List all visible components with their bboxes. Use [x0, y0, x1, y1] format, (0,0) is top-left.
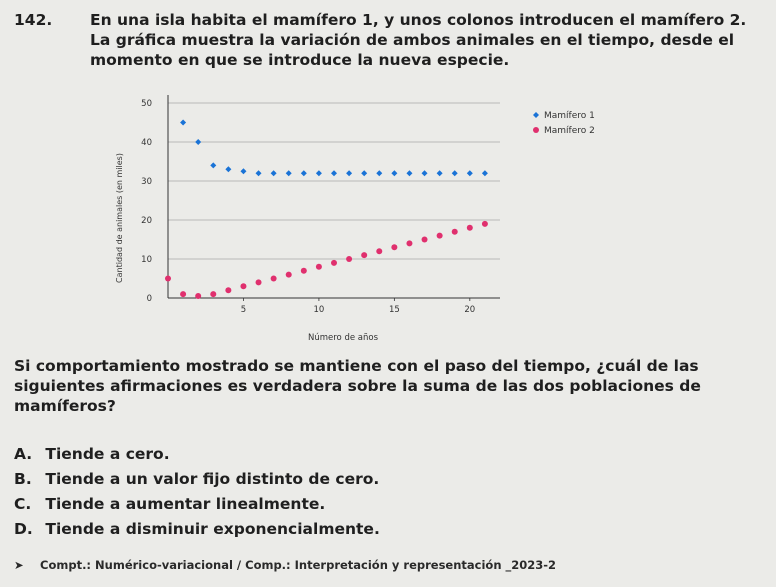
chart-svg — [100, 85, 660, 350]
data-point — [391, 170, 397, 176]
legend-label: Mamífero 1 — [544, 111, 595, 121]
data-point — [376, 170, 382, 176]
chart-legend — [533, 111, 595, 136]
answer-options — [14, 442, 754, 542]
x-tick-label: 5 — [240, 305, 247, 315]
data-point — [482, 221, 488, 227]
legend-marker — [533, 127, 539, 133]
option-letter: C. — [14, 495, 32, 513]
competency-text: Compt.: Numérico-variacional / Comp.: Interpretación y representación _2023-2 — [40, 558, 557, 572]
legend-label: Mamífero 2 — [544, 126, 595, 136]
chart-axes — [168, 95, 500, 301]
question-stem: En una isla habita el mamífero 1, y unos colonos introducen el mamífero 2. La gráfica muestra la variación de ambos animales en el tiempo, desde el momento en que se introduce la nueva especie. — [90, 11, 747, 69]
data-point — [346, 256, 352, 262]
x-tick-label: 15 — [388, 305, 400, 315]
data-point — [331, 260, 337, 266]
question-header — [14, 10, 764, 69]
y-tick-label: 30 — [141, 177, 152, 187]
data-point — [391, 244, 397, 250]
option-letter: A. — [14, 445, 33, 463]
data-point — [225, 166, 231, 172]
data-point — [195, 293, 201, 299]
x-axis-label: Número de años — [307, 333, 379, 343]
option-text: Tiende a cero. — [45, 445, 170, 463]
question-prompt: Si comportamiento mostrado se mantiene con el paso del tiempo, ¿cuál de las siguientes afirmaciones es verdadera sobre la suma de las dos poblaciones de mamíferos? — [14, 357, 701, 415]
data-point — [195, 139, 201, 145]
data-point — [316, 170, 322, 176]
data-point — [452, 229, 458, 235]
option-letter: D. — [14, 520, 33, 538]
data-point — [210, 291, 216, 297]
population-chart — [100, 85, 660, 350]
data-point — [271, 170, 277, 176]
data-point — [165, 276, 171, 282]
data-point — [406, 240, 412, 246]
option-text: Tiende a aumentar linealmente. — [45, 495, 326, 513]
data-point — [286, 170, 292, 176]
data-point — [467, 225, 473, 231]
option-text: Tiende a un valor fijo distinto de cero. — [45, 470, 380, 488]
data-point — [256, 279, 262, 285]
y-tick-label: 10 — [141, 255, 152, 265]
x-tick-label: 20 — [464, 305, 476, 315]
data-point — [180, 291, 186, 297]
data-point — [301, 170, 307, 176]
data-point — [180, 120, 186, 126]
data-point — [422, 170, 428, 176]
data-point — [286, 272, 292, 278]
y-axis-label: Cantidad de animales (en miles) — [115, 153, 124, 283]
question-number: 142. — [14, 11, 53, 29]
data-point — [301, 268, 307, 274]
data-point — [376, 248, 382, 254]
x-tick-label: 10 — [313, 305, 325, 315]
data-point — [331, 170, 337, 176]
option-text: Tiende a disminuir exponencialmente. — [45, 520, 380, 538]
option-letter: B. — [14, 470, 32, 488]
option-b[interactable] — [14, 467, 754, 492]
data-point — [256, 170, 262, 176]
legend-marker — [533, 112, 539, 118]
data-point — [437, 233, 443, 239]
data-point — [346, 170, 352, 176]
data-point — [240, 283, 246, 289]
series-2 — [165, 221, 488, 299]
data-point — [361, 170, 367, 176]
data-point — [422, 237, 428, 243]
y-tick-label: 50 — [141, 99, 152, 109]
series-1 — [180, 120, 488, 177]
data-point — [240, 168, 246, 174]
chart-grid — [168, 103, 500, 259]
data-point — [482, 170, 488, 176]
chart-ticks — [141, 99, 475, 315]
arrow-bullet-icon: ➤ — [14, 558, 24, 572]
option-d[interactable] — [14, 517, 754, 542]
data-point — [467, 170, 473, 176]
option-c[interactable] — [14, 492, 754, 517]
y-tick-label: 20 — [141, 216, 152, 226]
data-point — [406, 170, 412, 176]
data-point — [437, 170, 443, 176]
data-point — [225, 287, 231, 293]
option-a[interactable] — [14, 442, 754, 467]
chart-marks — [165, 120, 488, 300]
y-tick-label: 40 — [141, 138, 152, 148]
data-point — [210, 162, 216, 168]
competency-note — [14, 558, 556, 572]
data-point — [361, 252, 367, 258]
data-point — [452, 170, 458, 176]
y-tick-label: 0 — [146, 294, 152, 304]
data-point — [316, 264, 322, 270]
data-point — [271, 276, 277, 282]
